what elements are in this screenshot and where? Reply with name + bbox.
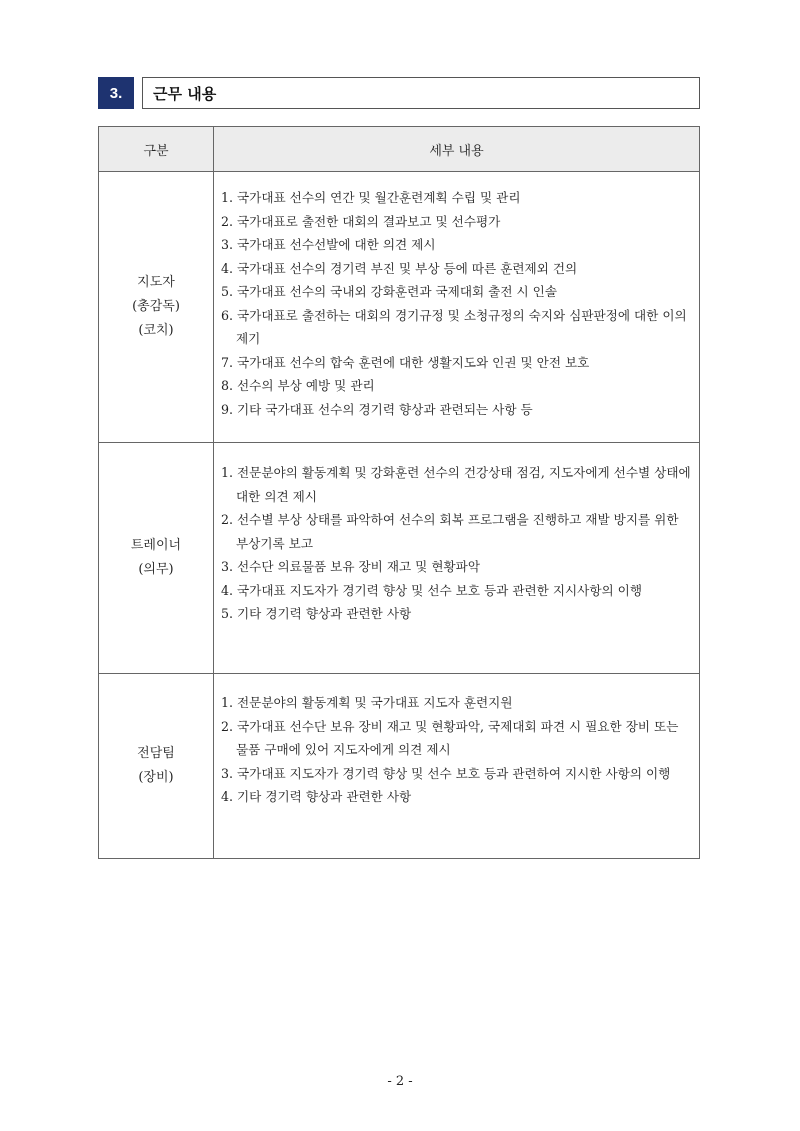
list-item: 1. 전문분야의 활동계획 및 강화훈련 선수의 건강상태 점검, 지도자에게 선수별 상태에 대한 의견 제시 [221, 465, 691, 504]
list-item: 3. 선수단 의료물품 보유 장비 재고 및 현황파악 [221, 559, 481, 574]
role-subtitle: (장비) [138, 770, 174, 785]
list-item: 1. 전문분야의 활동계획 및 국가대표 지도자 훈련지원 [221, 695, 513, 710]
role-name: 지도자 [137, 275, 175, 290]
list-item: 2. 국가대표 선수단 보유 장비 재고 및 현황파악, 국제대회 파견 시 필요한 장비 또는 물품 구매에 있어 지도자에게 의견 제시 [221, 718, 679, 757]
table-row [99, 443, 700, 674]
table-row [99, 172, 700, 443]
list-item: 6. 국가대표로 출전하는 대회의 경기규정 및 소청규정의 숙지와 심판판정에 대한 이의제기 [221, 307, 687, 346]
role-subtitle: (의무) [138, 562, 174, 577]
list-item: 5. 국가대표 선수의 국내외 강화훈련과 국제대회 출전 시 인솔 [221, 284, 558, 299]
page-number: - 2 - [387, 1074, 413, 1089]
role-name: 트레이너 [130, 538, 182, 553]
table-row [99, 674, 700, 859]
list-item: 4. 국가대표 선수의 경기력 부진 및 부상 등에 따른 훈련제외 건의 [221, 260, 578, 276]
duty-list [221, 674, 693, 809]
header-category: 구분 [99, 127, 214, 172]
section-title: 근무 내용 [142, 77, 700, 109]
header-details: 세부 내용 [214, 127, 700, 172]
list-item: 7. 국가대표 선수의 합숙 훈련에 대한 생활지도와 인권 및 안전 보호 [221, 354, 590, 370]
list-item: 1. 국가대표 선수의 연간 및 월간훈련계획 수립 및 관리 [221, 190, 521, 205]
role-cell-equipment [99, 674, 214, 859]
section-header [98, 77, 700, 109]
list-item: 4. 국가대표 지도자가 경기력 향상 및 선수 보호 등과 관련한 지시사항의 이행 [221, 582, 643, 598]
duty-list-cell [214, 172, 700, 443]
list-item: 9. 기타 국가대표 선수의 경기력 향상과 관련되는 사항 등 [221, 401, 533, 417]
role-name: 전담팀 [137, 746, 175, 761]
section-number: 3. [98, 77, 134, 109]
list-item: 3. 국가대표 지도자가 경기력 향상 및 선수 보호 등과 관련하여 지시한 사항의 이행 [221, 765, 671, 781]
duty-list-cell [214, 674, 700, 859]
list-item: 8. 선수의 부상 예방 및 관리 [221, 378, 375, 393]
duty-list-cell [214, 443, 700, 674]
list-item: 3. 국가대표 선수선발에 대한 의견 제시 [221, 237, 436, 252]
list-item: 4. 기타 경기력 향상과 관련한 사항 [221, 789, 412, 804]
list-item: 2. 국가대표로 출전한 대회의 결과보고 및 선수평가 [221, 213, 501, 229]
role-cell-coach [99, 172, 214, 443]
role-subtitle: (총감독) [132, 299, 180, 314]
duty-table [98, 126, 700, 859]
list-item: 2. 선수별 부상 상태를 파악하여 선수의 회복 프로그램을 진행하고 재발 방지를 위한 부상기록 보고 [221, 512, 679, 551]
duty-list [221, 443, 693, 626]
role-subtitle: (코치) [138, 323, 174, 338]
role-cell-trainer [99, 443, 214, 674]
duty-list [221, 172, 693, 421]
list-item: 5. 기타 경기력 향상과 관련한 사항 [221, 606, 412, 621]
table-header-row [99, 127, 700, 172]
